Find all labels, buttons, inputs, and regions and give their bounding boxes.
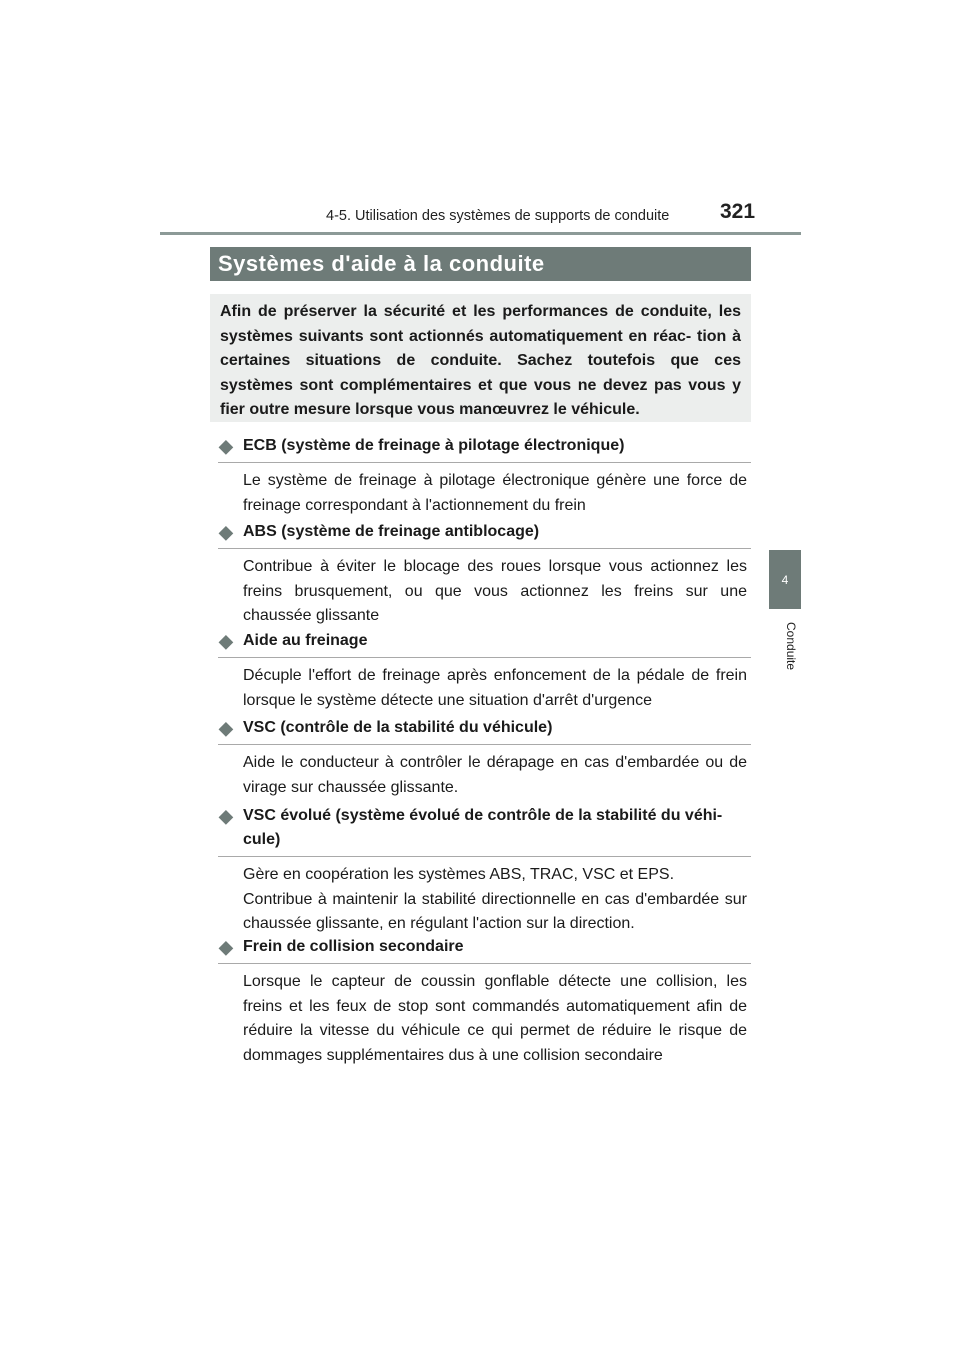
chapter-tab: [769, 550, 801, 609]
section-heading: [218, 520, 751, 549]
diamond-bullet-icon: ◆: [219, 937, 233, 957]
title-bar: [210, 247, 751, 281]
diamond-bullet-icon: ◆: [219, 631, 233, 651]
section-body: Décuple l'effort de freinage après enfoncement de la pédale de frein lorsque le système détecte une situation d'arrêt d'urgence: [243, 667, 747, 709]
section-heading-text: ECB (système de freinage à pilotage électronique): [243, 437, 625, 454]
section-body: Aide le conducteur à contrôler le dérapage en cas d'embardée ou de virage sur chaussée glissante.: [243, 754, 747, 796]
section-body: Lorsque le capteur de coussin gonflable détecte une collision, les freins et les feux de stop sont commandés automatiquement afin de réduire la vitesse du véhicule ce qui permet de réduire le risque de dommages supplémentaires dus à une collision secondaire: [243, 973, 747, 1064]
section-heading: [218, 629, 751, 658]
header-chapter: 4-5. Utilisation des systèmes de supports de conduite: [326, 208, 670, 224]
section-heading-text: VSC (contrôle de la stabilité du véhicule): [243, 719, 553, 736]
intro-box: [210, 294, 751, 422]
section-heading-text: Aide au freinage: [243, 632, 368, 649]
section-vsc: [218, 716, 751, 800]
intro-text: Afin de préserver la sécurité et les performances de conduite, les systèmes suivants sont actionnés automatiquement en réac- tion à certaines situations de conduite. Sachez toutefois que ces systèmes sont complémentaires et que vous ne devez pas vous y fier outre mesure lorsque vous manœuvrez le véhicule.: [220, 303, 741, 419]
section-heading: [218, 935, 751, 964]
diamond-bullet-icon: ◆: [219, 718, 233, 738]
section-body: Contribue à éviter le blocage des roues lorsque vous actionnez les freins brusquement, ou que vous actionnez les freins sur une chaussée glissante: [243, 558, 747, 624]
header-rule: [160, 232, 801, 235]
diamond-bullet-icon: ◆: [219, 806, 233, 826]
page-title: Systèmes d'aide à la conduite: [218, 251, 545, 276]
page-number: 321: [720, 200, 756, 223]
section-body: Gère en coopération les systèmes ABS, TRAC, VSC et EPS.: [243, 866, 675, 883]
section-abs: [218, 520, 751, 629]
chapter-tab-number: 4: [781, 572, 789, 587]
diamond-bullet-icon: ◆: [219, 522, 233, 542]
section-body-continued: Contribue à maintenir la stabilité directionnelle en cas d'embardée sur chaussée glissante, en régulant l'action sur la direction.: [243, 890, 747, 932]
section-heading-text: ABS (système de freinage antiblocage): [243, 523, 540, 540]
section-heading-text: Frein de collision secondaire: [243, 938, 464, 955]
diamond-bullet-icon: ◆: [219, 436, 233, 456]
chapter-tab-label: Conduite: [784, 622, 798, 671]
section-brake-assist: [218, 629, 751, 713]
section-body: Le système de freinage à pilotage électronique génère une force de freinage correspondant à l'actionnement du frein: [243, 472, 747, 514]
section-advanced-vsc: [218, 804, 751, 937]
section-secondary-collision-brake: [218, 935, 751, 1068]
section-heading-text: VSC évolué (système évolué de contrôle de la stabilité du véhi- cule): [243, 807, 723, 848]
section-ecb: [218, 434, 751, 518]
section-heading: [218, 716, 751, 745]
section-heading: [218, 434, 751, 463]
section-heading: [218, 804, 751, 857]
